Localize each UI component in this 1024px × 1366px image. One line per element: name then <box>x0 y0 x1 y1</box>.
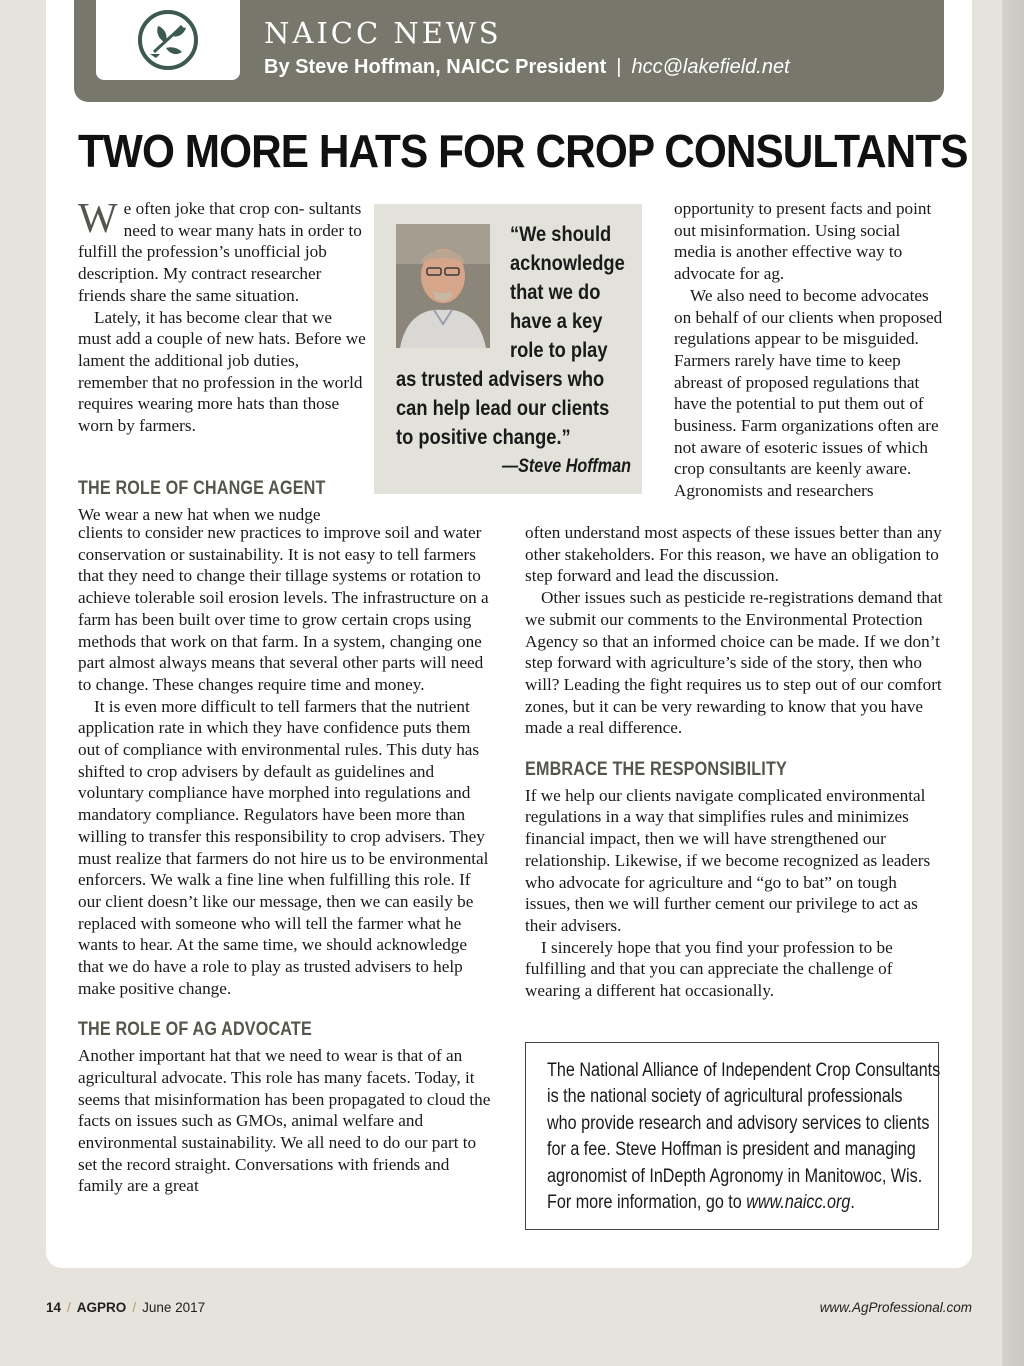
pull-quote-line: to positive change.” <box>396 425 571 449</box>
responsibility-paragraph-1: If we help our clients navigate complicated environmental regulations in a way that simplifies rules and minimizes financial impact, then we will have strengthened our relationship. Likewise, if we become recognized as leaders who advocate for agriculture and “go to bat” on tough issues, then we will further cement our privilege to act as their advisers. <box>525 785 931 935</box>
advocate-paragraph-2: opportunity to present facts and point out misinformation. Using social media is another effective way to advocate for ag. <box>674 199 932 284</box>
naicc-logo <box>96 0 240 80</box>
article-headline: TWO MORE HATS FOR CROP CONSULTANTS <box>78 125 968 177</box>
about-line: who provide research and advisory services to clients <box>547 1112 930 1134</box>
naicc-leaf-logo-icon <box>136 8 200 72</box>
footer-website-link[interactable]: www.AgProfessional.com <box>819 1300 972 1315</box>
intro-block <box>78 198 368 437</box>
right-column-top <box>674 198 944 502</box>
footer-slash: / <box>132 1300 137 1315</box>
change-agent-first-line: We wear a new hat when we nudge <box>78 504 321 524</box>
pull-quote-line: as trusted advisers who <box>396 367 605 391</box>
section-title: NAICC NEWS <box>264 16 502 50</box>
advocate-paragraph-3: We also need to become advocates on behalf of our clients when proposed regulations appear to be misguided. Farmers rarely have time to keep abreast of proposed regulations that have the potential to put them out of business. Farm organizations often are not aware of esoteric issues of which crop consultants are keenly aware. Agronomists and researchers <box>674 285 943 501</box>
intro-rest: sultants need to wear many hats in order to fulfill the profession’s unofficial job description. My contract researcher friends share the same situation. <box>78 199 362 305</box>
header-bar <box>74 0 944 102</box>
change-agent-paragraph-1: clients to consider new practices to improve soil and water conservation or sustainability. It is not easy to tell farmers that they need to change their tillage systems or rotation to achieve tolerable soil erosion levels. The infrastructure on a farm has been built over time to grow certain crops using methods that work on that farm. In a system, changing one part almost always means that several other parts will need to change. These changes require time and money. <box>78 523 489 694</box>
byline-author: By Steve Hoffman, NAICC President <box>264 56 607 78</box>
right-column <box>525 522 943 1002</box>
byline <box>264 56 790 79</box>
pull-quote-line: “We should <box>510 222 612 246</box>
page-number: 14 <box>46 1300 62 1315</box>
ag-advocate-paragraph-1: Another important hat that we need to wear is that of an agricultural advocate. This role has many facets. Today, it seems that misinformation has been propagated to cloud the facts on issues such as GMOs, animal welfare and environmental sustainability. We all need to do our part to set the record straight. Conversations with friends and family are a great <box>78 1046 491 1196</box>
pull-quote-text-upper <box>510 220 625 365</box>
magazine-brand: AGPRO <box>76 1300 127 1315</box>
intro-paragraph-1 <box>78 198 368 307</box>
change-agent-paragraph-2: It is even more difficult to tell farmers that the nutrient application rate in which they have confidence puts them out of compliance with environmental rules. This duty has shifted to crop advisers by default as guidelines and voluntary compliance have morphed into regulations and mandatory compliance. Regulators have been more than willing to transfer this responsibility to crop advisers. They must realize that farmers do not hire us to be environmental enforcers. We walk a fine line when fulfilling this role. If our client doesn’t like our message, then we can easily be replaced with someone who will tell the farmer what he wants to hear. At the same time, we should acknowledge that we do have a role to play as trusted advisers to help make positive change. <box>78 696 489 998</box>
about-naicc-box <box>525 1042 939 1230</box>
pull-quote-line: acknowledge <box>510 251 625 275</box>
advocate-paragraph-4: Other issues such as pesticide re-registrations demand that we submit our comments to the Environmental Protection Agency so that an informed choice can be made. If we don’t step forward with agriculture’s side of the story, then who will? Leading the fight requires us to step out of our comfort zones, but it can be very rewarding to know that you have made a real difference. <box>525 588 943 738</box>
byline-separator: | <box>616 56 622 78</box>
page-footer-left <box>46 1300 205 1315</box>
responsibility-paragraph-2: I sincerely hope that you find your profession to be fulfilling and that you can appreciate the challenge of wearing a different hat occasionally. <box>525 937 893 1001</box>
drop-cap: W <box>78 196 118 242</box>
issue-date: June 2017 <box>142 1300 206 1315</box>
advocate-paragraph-3-cont: often understand most aspects of these issues better than any other stakeholders. For this reason, we have an obligation to step forward and lead the discussion. <box>525 523 942 586</box>
about-more-info <box>547 1190 947 1216</box>
naicc-url-link[interactable]: www.naicc.org <box>746 1192 851 1214</box>
section-1-heading-block <box>78 478 374 525</box>
subhead-ag-advocate: THE ROLE OF AG ADVOCATE <box>78 1019 312 1041</box>
subhead-embrace-responsibility: EMBRACE THE RESPONSIBILITY <box>525 759 787 781</box>
pull-quote-line: role to play <box>510 338 608 362</box>
pull-quote-text-lower <box>396 365 609 452</box>
about-line: is the national society of agricultural professionals <box>547 1086 903 1108</box>
pull-quote-line: have a key <box>510 309 603 333</box>
about-line: for a fee. Steve Hoffman is president and managing <box>547 1139 916 1161</box>
page-edge-shadow <box>1002 0 1024 1366</box>
pull-quote-attribution: —Steve Hoffman <box>502 456 631 477</box>
about-naicc-text <box>547 1058 947 1216</box>
about-line: The National Alliance of Independent Crop Consultants <box>547 1060 941 1081</box>
intro-paragraph-2: Lately, it has become clear that we must add a couple of new hats. Before we lament the additional job duties, remember that no profession in the world requires wearing more hats than those worn by farmers. <box>78 307 366 436</box>
pull-quote-line: that we do <box>510 280 601 304</box>
intro-first-line: e often joke that crop con- <box>123 199 305 218</box>
footer-slash: / <box>67 1300 71 1315</box>
author-portrait-icon <box>396 224 490 348</box>
pull-quote-line: can help lead our clients <box>396 396 610 420</box>
about-line: agronomist of InDepth Agronomy in Manitowoc, Wis. <box>547 1165 923 1187</box>
more-info-prefix: For more information, go to <box>547 1192 747 1214</box>
left-column <box>78 522 496 1197</box>
more-info-suffix: . <box>850 1192 855 1214</box>
byline-email[interactable]: hcc@lakefield.net <box>631 56 790 78</box>
subhead-change-agent: THE ROLE OF CHANGE AGENT <box>78 478 326 499</box>
pull-quote <box>374 204 642 494</box>
